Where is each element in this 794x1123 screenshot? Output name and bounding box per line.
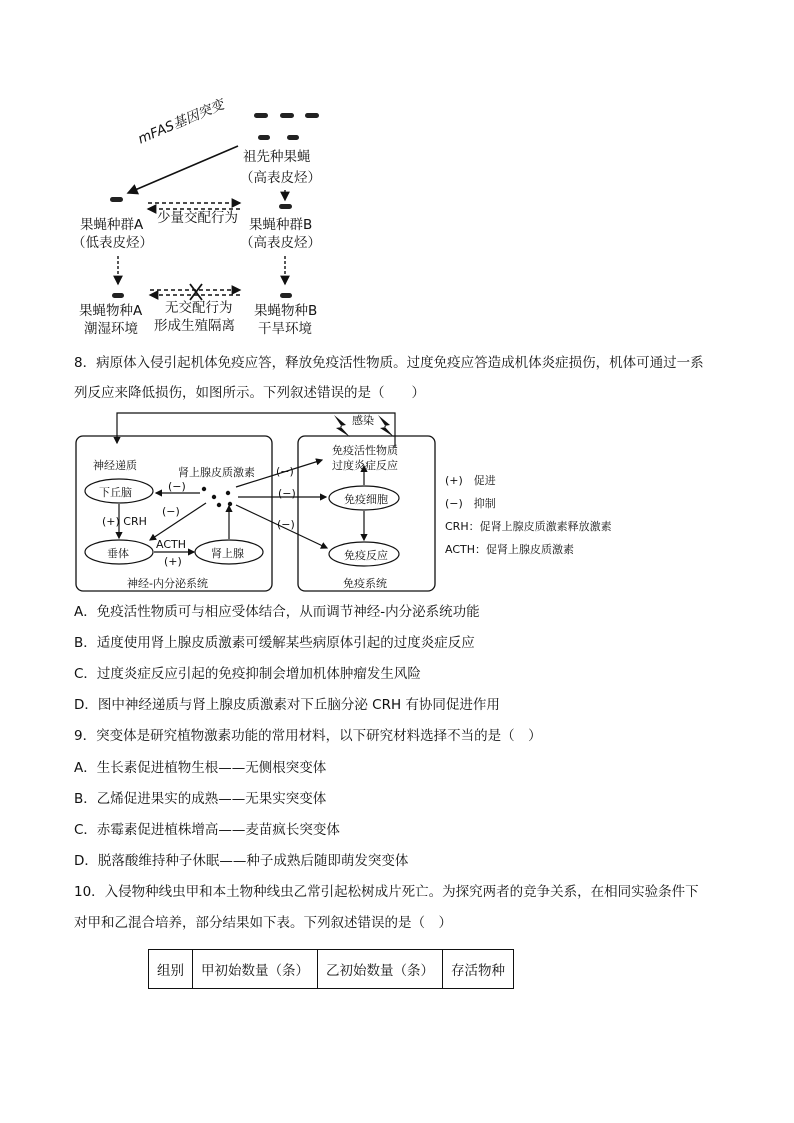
table-header-cell: 乙初始数量（条） xyxy=(318,950,443,989)
small-mating-label: 少量交配行为 xyxy=(157,210,238,226)
popA-trait: （低表皮烃） xyxy=(72,235,153,251)
legend-crh: CRH：促肾上腺皮质激素释放激素 xyxy=(445,520,612,533)
fly-icon xyxy=(280,293,292,298)
minus-inflammation: (−) xyxy=(276,465,294,478)
table-header-cell: 甲初始数量（条） xyxy=(193,950,318,989)
q8-option-c: C．过度炎症反应引起的免疫抑制会增加机体肿瘤发生风险 xyxy=(74,666,421,682)
hypothalamus-label: 下丘脑 xyxy=(99,486,132,499)
q9-option-d: D．脱落酸维持种子休眠——种子成熟后随即萌发突变体 xyxy=(74,853,409,869)
minus-immune-response: (−) xyxy=(277,518,295,531)
immune-substance-label: 免疫活性物质 xyxy=(332,444,398,457)
popA-name: 果蝇种群A xyxy=(80,217,144,233)
fly-icon xyxy=(279,204,292,209)
popB-trait: （高表皮烃） xyxy=(240,235,321,251)
neuro-system-label: 神经-内分泌系统 xyxy=(127,577,208,590)
fly-icon xyxy=(110,197,123,202)
minus-immune-cell: (−) xyxy=(278,487,296,500)
speciesB-env: 干旱环境 xyxy=(258,321,312,337)
popB-name: 果蝇种群B xyxy=(249,217,313,233)
table-header-cell: 组别 xyxy=(149,950,193,989)
fly-icon xyxy=(280,113,294,118)
acth-label: ACTH xyxy=(156,538,187,551)
fly-icon xyxy=(305,113,319,118)
q10-table xyxy=(148,949,514,989)
adrenal-label: 肾上腺 xyxy=(211,547,244,560)
crh-label: (+) CRH xyxy=(102,515,147,528)
fly-icon xyxy=(254,113,268,118)
acth-plus: (+) xyxy=(164,555,182,568)
inflammation-label: 过度炎症反应 xyxy=(332,459,398,472)
isolation-label: 形成生殖隔离 xyxy=(154,318,235,334)
q8-option-a: A．免疫活性物质可与相应受体结合，从而调节神经-内分泌系统功能 xyxy=(74,604,480,620)
pituitary-label: 垂体 xyxy=(107,547,129,560)
legend-acth: ACTH：促肾上腺皮质激素 xyxy=(445,543,575,556)
table-header-cell: 存活物种 xyxy=(443,950,514,989)
fly-icon xyxy=(258,135,270,140)
immune-response-label: 免疫反应 xyxy=(344,549,388,562)
fly-icon xyxy=(287,135,299,140)
neuro-immune-svg xyxy=(0,405,794,595)
q9-option-b: B．乙烯促进果实的成熟——无果实突变体 xyxy=(74,791,327,807)
neurotransmitter-label: 神经递质 xyxy=(93,459,137,472)
speciesB-name: 果蝇物种B xyxy=(254,303,318,319)
q10-stem-line1: 10．入侵物种线虫甲和本土物种线虫乙常引起松树成片死亡。为探究两者的竞争关系，在相同实验条件下 xyxy=(74,884,699,900)
mutation-label: mFAS基因突变 xyxy=(135,96,227,148)
minus-hypothalamus: (−) xyxy=(168,480,186,493)
q10-stem-line2: 对甲和乙混合培养，部分结果如下表。下列叙述错误的是（ ） xyxy=(74,915,452,931)
fly-icon xyxy=(112,293,124,298)
q8-stem-line1: 8．病原体入侵引起机体免疫应答，释放免疫活性物质。过度免疫应答造成机体炎症损伤，机体可通过一系 xyxy=(74,355,704,371)
table-header-row xyxy=(149,950,514,989)
legend-inhibit: (−) 抑制 xyxy=(445,497,496,510)
q8-stem-line2: 列反应来降低损伤，如图所示。下列叙述错误的是（ ） xyxy=(74,385,425,401)
immune-cell-label: 免疫细胞 xyxy=(344,493,388,506)
minus-pituitary: (−) xyxy=(162,505,180,518)
q9-option-a: A．生长素促进植物生根——无侧根突变体 xyxy=(74,760,327,776)
speciesA-env: 潮湿环境 xyxy=(84,321,138,337)
hormone-label: 肾上腺皮质激素 xyxy=(178,466,255,479)
q8-option-b: B．适度使用肾上腺皮质激素可缓解某些病原体引起的过度炎症反应 xyxy=(74,635,475,651)
q8-option-d: D．图中神经递质与肾上腺皮质激素对下丘脑分泌 CRH 有协同促进作用 xyxy=(74,697,500,713)
ancestor-trait: （高表皮烃） xyxy=(240,170,321,186)
no-mating-label: 无交配行为 xyxy=(165,300,233,316)
legend-promote: (+) 促进 xyxy=(445,474,496,487)
immune-system-label: 免疫系统 xyxy=(343,577,387,590)
ancestor-name: 祖先种果蝇 xyxy=(243,149,311,165)
q9-stem: 9．突变体是研究植物激素功能的常用材料，以下研究材料选择不当的是（ ） xyxy=(74,728,542,744)
speciesA-name: 果蝇物种A xyxy=(79,303,143,319)
q9-option-c: C．赤霉素促进植株增高——麦苗疯长突变体 xyxy=(74,822,340,838)
infection-label: 感染 xyxy=(352,414,374,427)
